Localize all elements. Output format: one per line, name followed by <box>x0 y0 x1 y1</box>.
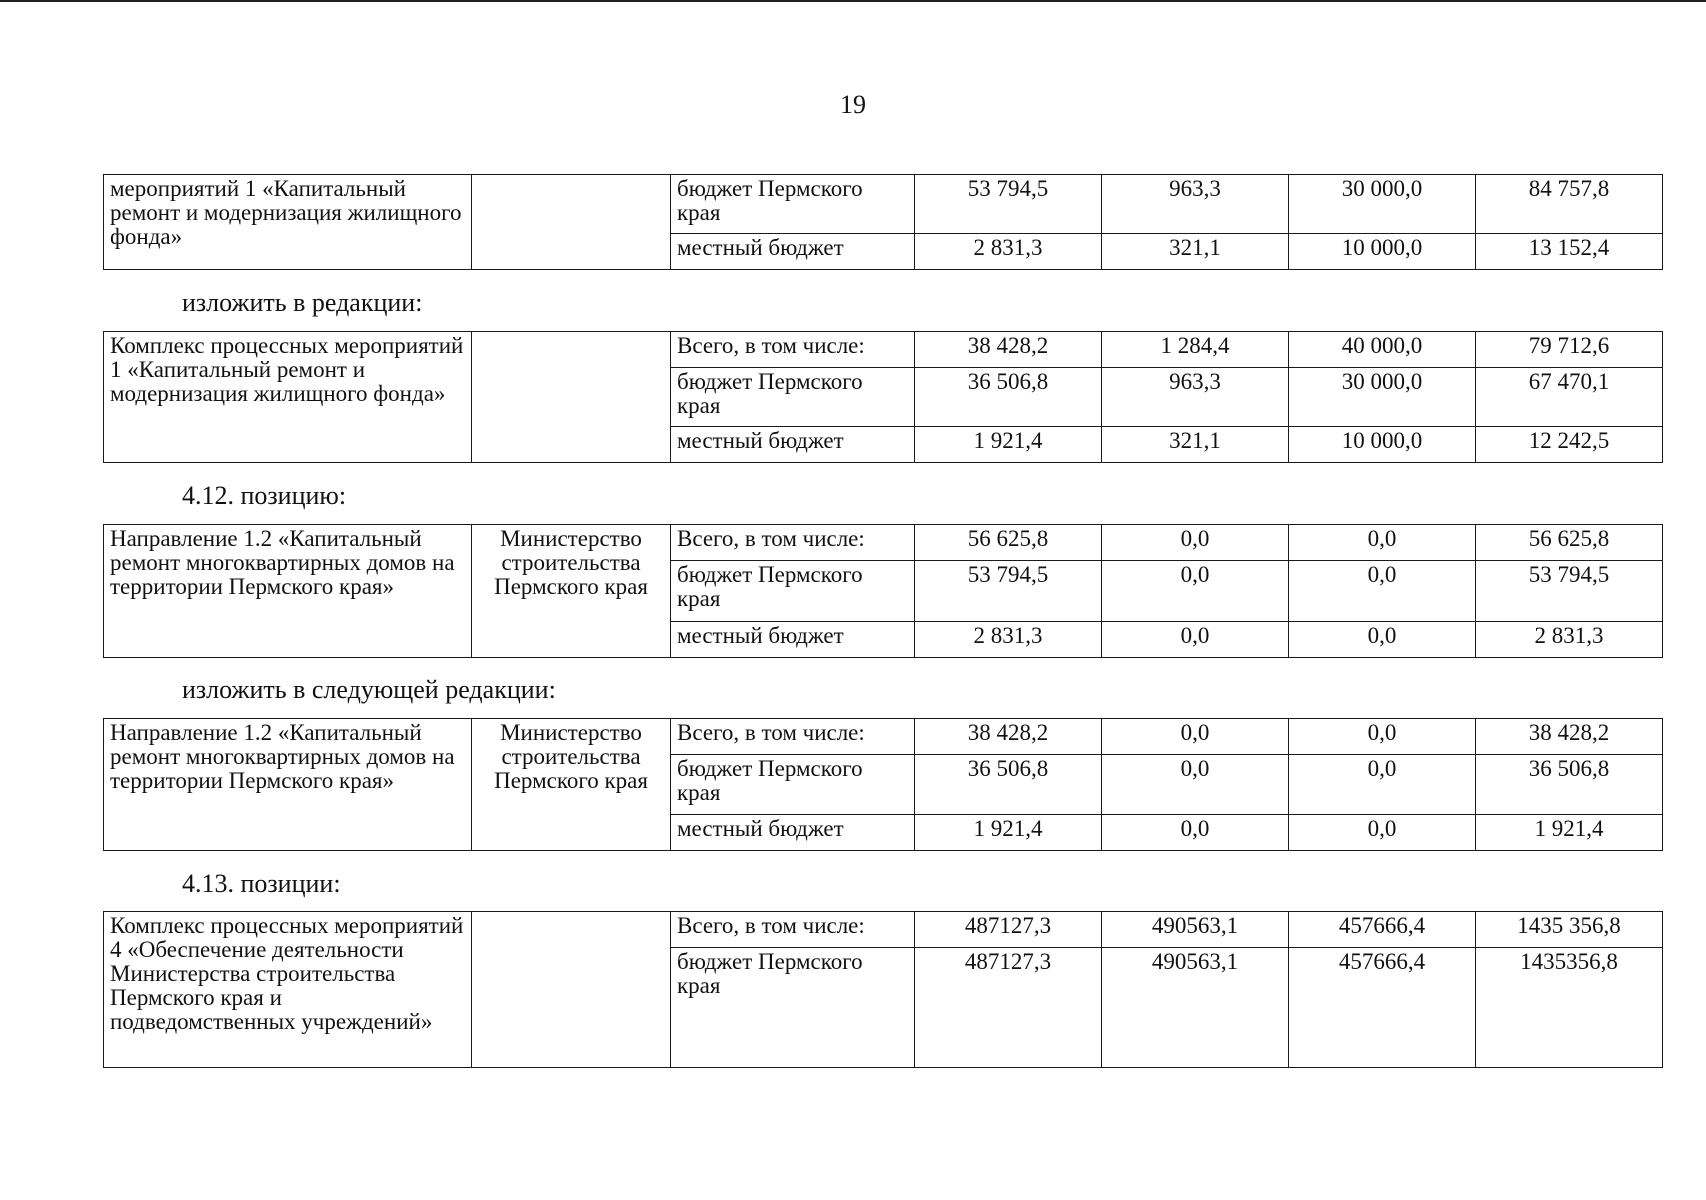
value-cell: 56 625,8 <box>1476 525 1663 561</box>
value-cell: 56 625,8 <box>915 525 1102 561</box>
value-cell: 0,0 <box>1289 815 1476 851</box>
table-direction-1-2-revised <box>103 718 1663 851</box>
table-row <box>104 332 1663 368</box>
value-cell: 1 284,4 <box>1102 332 1289 368</box>
value-cell: 2 831,3 <box>915 234 1102 270</box>
funding-source-cell: бюджет Пермского края <box>671 368 915 427</box>
value-cell: 457666,4 <box>1289 912 1476 948</box>
value-cell: 1435356,8 <box>1476 948 1663 1068</box>
value-cell: 0,0 <box>1289 719 1476 755</box>
value-cell: 30 000,0 <box>1289 175 1476 234</box>
table-row <box>104 912 1663 948</box>
value-cell: 0,0 <box>1102 561 1289 622</box>
value-cell: 0,0 <box>1102 719 1289 755</box>
value-cell: 0,0 <box>1289 525 1476 561</box>
program-name-cell: Комплекс процессных мероприятий 1 «Капитальный ремонт и модернизация жилищного фонда» <box>104 332 472 463</box>
instruction-heading: 4.13. позиции: <box>182 869 341 898</box>
value-cell: 38 428,2 <box>1476 719 1663 755</box>
value-cell: 490563,1 <box>1102 948 1289 1068</box>
funding-source-cell: местный бюджет <box>671 815 915 851</box>
value-cell: 1435 356,8 <box>1476 912 1663 948</box>
responsible-cell <box>472 912 671 1068</box>
scan-edge-top <box>0 0 1706 2</box>
funding-source-cell: Всего, в том числе: <box>671 912 915 948</box>
program-name-cell: мероприятий 1 «Капитальный ремонт и модернизация жилищного фонда» <box>104 175 472 270</box>
value-cell: 38 428,2 <box>915 719 1102 755</box>
value-cell: 53 794,5 <box>915 561 1102 622</box>
value-cell: 321,1 <box>1102 234 1289 270</box>
responsible-cell: Министерство строительства Пермского края <box>472 525 671 658</box>
value-cell: 1 921,4 <box>1476 815 1663 851</box>
funding-source-cell: местный бюджет <box>671 234 915 270</box>
value-cell: 67 470,1 <box>1476 368 1663 427</box>
value-cell: 13 152,4 <box>1476 234 1663 270</box>
table-row <box>104 175 1663 234</box>
value-cell: 40 000,0 <box>1289 332 1476 368</box>
funding-source-cell: Всего, в том числе: <box>671 719 915 755</box>
value-cell: 2 831,3 <box>1476 622 1663 658</box>
program-name-cell: Направление 1.2 «Капитальный ремонт многоквартирных домов на территории Пермского края» <box>104 525 472 658</box>
funding-source-cell: местный бюджет <box>671 622 915 658</box>
table-row <box>104 719 1663 755</box>
funding-source-cell: бюджет Пермского края <box>671 175 915 234</box>
value-cell: 79 712,6 <box>1476 332 1663 368</box>
value-cell: 53 794,5 <box>1476 561 1663 622</box>
value-cell: 321,1 <box>1102 427 1289 463</box>
funding-source-cell: Всего, в том числе: <box>671 332 915 368</box>
program-name-cell: Комплекс процессных мероприятий 4 «Обеспечение деятельности Министерства строительства Пермского края и подведомственных учреждений» <box>104 912 472 1068</box>
instruction-heading: 4.12. позицию: <box>182 481 347 510</box>
funding-source-cell: бюджет Пермского края <box>671 948 915 1068</box>
value-cell: 36 506,8 <box>915 368 1102 427</box>
value-cell: 12 242,5 <box>1476 427 1663 463</box>
responsible-cell <box>472 175 671 270</box>
value-cell: 490563,1 <box>1102 912 1289 948</box>
value-cell: 10 000,0 <box>1289 427 1476 463</box>
funding-source-cell: местный бюджет <box>671 427 915 463</box>
value-cell: 1 921,4 <box>915 427 1102 463</box>
value-cell: 0,0 <box>1102 815 1289 851</box>
funding-source-cell: бюджет Пермского края <box>671 561 915 622</box>
page-number: 19 <box>840 90 866 119</box>
table-row <box>104 525 1663 561</box>
value-cell: 30 000,0 <box>1289 368 1476 427</box>
value-cell: 38 428,2 <box>915 332 1102 368</box>
table-fragment-continuation <box>103 174 1663 270</box>
responsible-cell <box>472 332 671 463</box>
instruction-heading: изложить в редакции: <box>182 288 423 317</box>
value-cell: 10 000,0 <box>1289 234 1476 270</box>
value-cell: 963,3 <box>1102 368 1289 427</box>
instruction-heading: изложить в следующей редакции: <box>182 675 556 704</box>
value-cell: 487127,3 <box>915 912 1102 948</box>
value-cell: 0,0 <box>1102 525 1289 561</box>
value-cell: 487127,3 <box>915 948 1102 1068</box>
table-complex-4 <box>103 911 1663 1068</box>
value-cell: 2 831,3 <box>915 622 1102 658</box>
value-cell: 36 506,8 <box>1476 755 1663 815</box>
value-cell: 36 506,8 <box>915 755 1102 815</box>
value-cell: 0,0 <box>1289 561 1476 622</box>
table-direction-1-2-original <box>103 524 1663 658</box>
funding-source-cell: Всего, в том числе: <box>671 525 915 561</box>
value-cell: 963,3 <box>1102 175 1289 234</box>
value-cell: 0,0 <box>1102 622 1289 658</box>
responsible-cell: Министерство строительства Пермского края <box>472 719 671 851</box>
funding-source-cell: бюджет Пермского края <box>671 755 915 815</box>
value-cell: 0,0 <box>1102 755 1289 815</box>
table-complex-1-revised <box>103 331 1663 463</box>
program-name-cell: Направление 1.2 «Капитальный ремонт многоквартирных домов на территории Пермского края» <box>104 719 472 851</box>
value-cell: 0,0 <box>1289 755 1476 815</box>
value-cell: 0,0 <box>1289 622 1476 658</box>
value-cell: 53 794,5 <box>915 175 1102 234</box>
value-cell: 84 757,8 <box>1476 175 1663 234</box>
value-cell: 1 921,4 <box>915 815 1102 851</box>
value-cell: 457666,4 <box>1289 948 1476 1068</box>
